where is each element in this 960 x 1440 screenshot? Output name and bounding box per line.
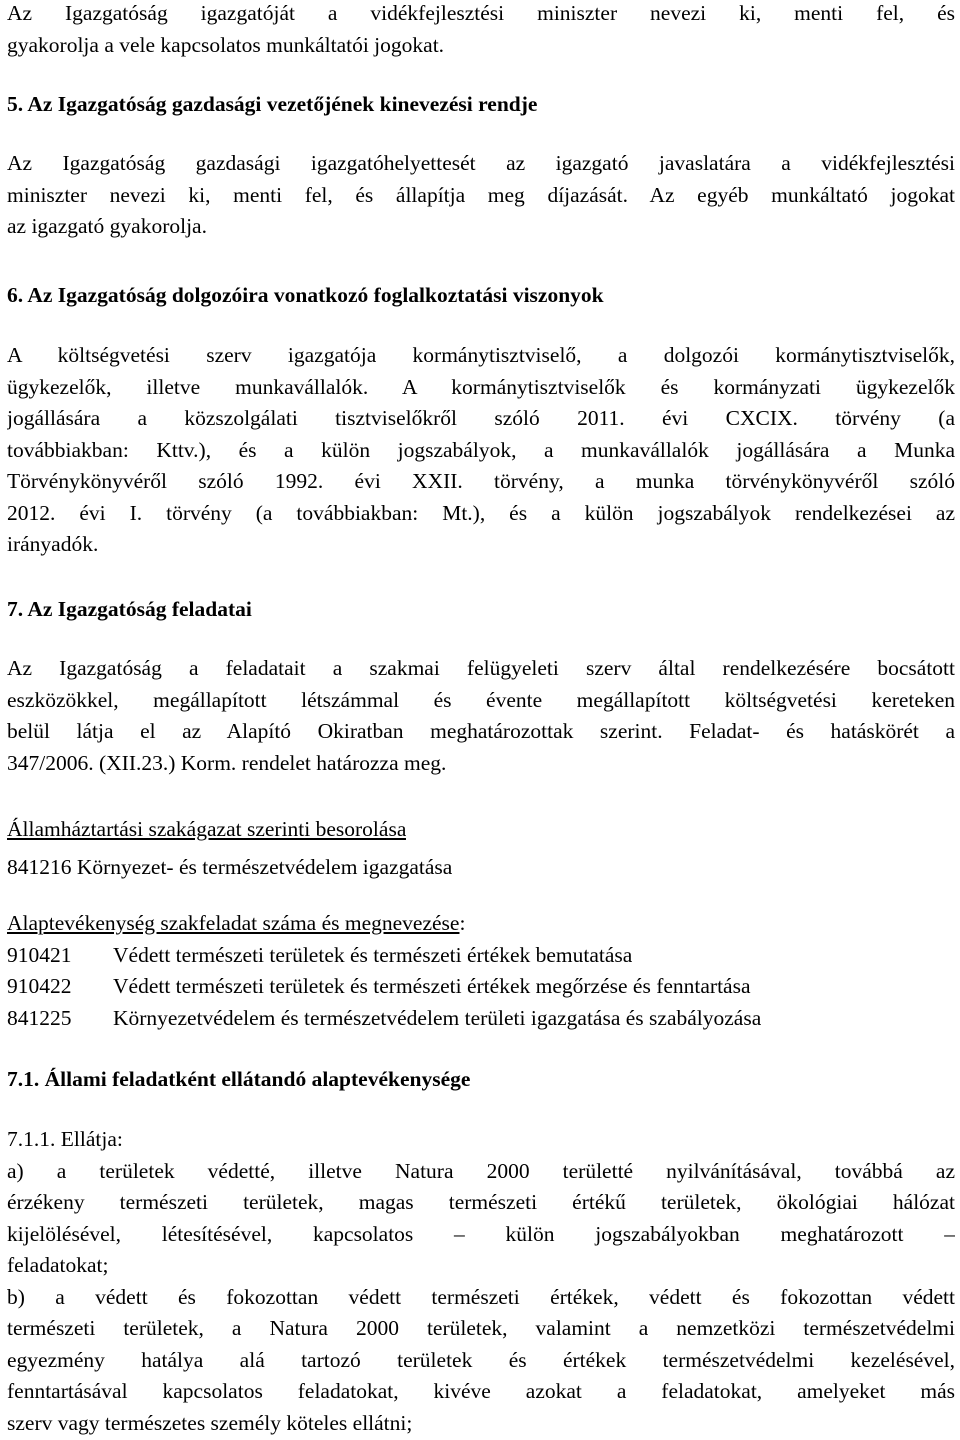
text-line: továbbiakban: Kttv.), és a külön jogszabályok, a munkavállalók jogállására a Munka: [7, 437, 955, 462]
text-line: ügykezelők, illetve munkavállalók. A kormánytisztviselők és kormányzati ügykezelők: [7, 374, 955, 399]
text-line: gyakorolja a vele kapcsolatos munkáltatói jogokat.: [7, 32, 445, 57]
text-line: 347/2006. (XII.23.) Korm. rendelet határozza meg.: [7, 750, 447, 775]
section-6-paragraph: [7, 340, 955, 561]
text-line: 2012. évi I. törvény (a továbbiakban: Mt.), és a külön jogszabályok rendelkezései az: [7, 500, 955, 525]
activity-row: [7, 940, 955, 972]
text-line: miniszter nevezi ki, menti fel, és állapítja meg díjazását. Az egyéb munkáltató jogokat: [7, 182, 955, 207]
activity-label: Védett természeti területek és természeti értékek megőrzése és fenntartása: [113, 974, 751, 998]
text-line: eszközökkel, megállapított létszámmal és évente megállapított költségvetési kereteken: [7, 687, 955, 712]
section-7-1-heading: 7.1. Állami feladatként ellátandó alaptevékenysége: [7, 1067, 471, 1091]
activity-code: 841225: [7, 1005, 72, 1030]
text-line: belül látja el az Alapító Okiratban meghatározottak szerint. Feladat- és hatáskörét a: [7, 719, 955, 743]
section-7-heading: 7. Az Igazgatóság feladatai: [7, 597, 252, 621]
text-line: fenntartásával kapcsolatos feladatokat, kivéve azokat a feladatokat, amelyeket más: [7, 1379, 955, 1403]
text-line: A költségvetési szerv igazgatója kormánytisztviselő, a dolgozói kormánytisztviselők,: [7, 343, 955, 367]
activities-block: [7, 908, 955, 1034]
text-line: Törvénykönyvéről szóló 1992. évi XXII. törvény, a munka törvénykönyvéről szóló: [7, 469, 955, 493]
section-7-1-1-block: [7, 1124, 955, 1439]
text-line: kijelölésével, létesítésével, kapcsolatos – külön jogszabályokban meghatározott –: [7, 1221, 955, 1246]
text-line: feladatokat;: [7, 1253, 109, 1277]
activity-row: [7, 1003, 955, 1035]
text-line: érzékeny természeti területek, magas természeti értékű területek, ökológiai hálózat: [7, 1190, 955, 1214]
intro-paragraph: [7, 0, 955, 61]
text-line: egyezmény hatálya alá tartozó területek és értékek természetvédelmi kezelésével,: [7, 1347, 955, 1372]
section-7-paragraph: [7, 653, 955, 779]
section-5-heading: 5. Az Igazgatóság gazdasági vezetőjének kinevezési rendje: [7, 92, 538, 116]
section-7-1-1-heading: 7.1.1. Ellátja:: [7, 1127, 123, 1151]
activity-code: 910422: [7, 974, 72, 998]
activity-label: Védett természeti területek és természeti értékek bemutatása: [113, 942, 633, 967]
text-line: Az Igazgatóság a feladatait a szakmai felügyeleti szerv által rendelkezésére bocsátott: [7, 656, 955, 680]
section-6-heading: 6. Az Igazgatóság dolgozóira vonatkozó foglalkoztatási viszonyok: [7, 283, 604, 307]
activities-heading-suffix: :: [459, 911, 466, 935]
text-line: irányadók.: [7, 532, 99, 556]
text-line: szerv vagy természetes személy köteles ellátni;: [7, 1410, 413, 1435]
text-line: Az Igazgatóság gazdasági igazgatóhelyettesét az igazgató javaslatára a vidékfejlesztési: [7, 151, 955, 175]
activity-code: 910421: [7, 942, 72, 967]
section-5-paragraph: [7, 148, 955, 243]
text-line: természeti területek, a Natura 2000 területek, valamint a nemzetközi természetvédelmi: [7, 1316, 955, 1340]
classification-heading: Államháztartási szakágazat szerinti besorolása: [7, 817, 407, 841]
classification-value: 841216 Környezet- és természetvédelem igazgatása: [7, 854, 453, 879]
text-line: Az Igazgatóság igazgatóját a vidékfejlesztési miniszter nevezi ki, menti fel, és: [7, 1, 955, 25]
text-line: b) a védett és fokozottan védett természeti értékek, védett és fokozottan védett: [7, 1284, 955, 1309]
text-line: az igazgató gyakorolja.: [7, 214, 207, 238]
activities-heading-line: [7, 908, 955, 940]
activity-row: [7, 971, 955, 1003]
text-line: jogállására a közszolgálati tisztviselőkről szóló 2011. évi CXCIX. törvény (a: [7, 406, 955, 430]
activity-label: Környezetvédelem és természetvédelem területi igazgatása és szabályozása: [113, 1005, 762, 1030]
activities-heading: Alaptevékenység szakfeladat száma és megnevezése: [7, 911, 460, 935]
classification-block: [7, 814, 955, 883]
text-line: a) a területek védetté, illetve Natura 2000 területté nyilvánításával, továbbá az: [7, 1158, 955, 1183]
